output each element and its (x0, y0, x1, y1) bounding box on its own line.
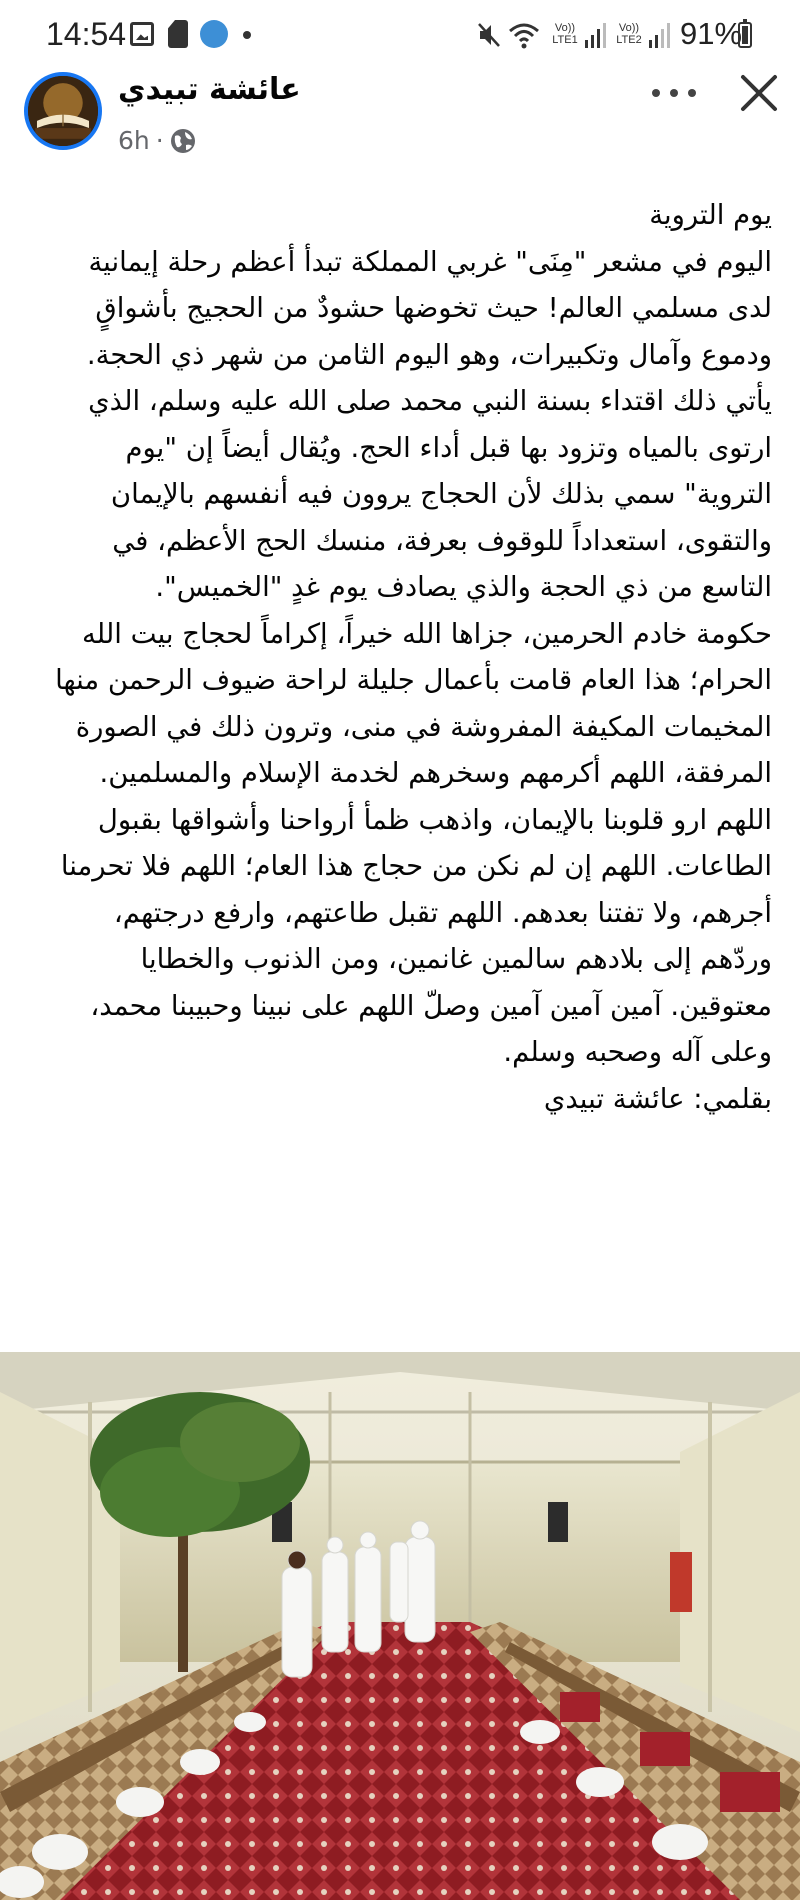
wifi-icon (508, 20, 540, 50)
post-text-line: حكومة خادم الحرمين، جزاها الله خيراً، إكراماً لحجاج بيت الله (81, 617, 772, 650)
sim-icon (168, 20, 188, 48)
post-text-line: ودموع وآمال وتكبيرات، وهو اليوم الثامن من شهر ذي الحجة. (86, 338, 772, 371)
post-meta (118, 126, 196, 155)
post-text-line: المرفقة، اللهم أكرمهم وسخرهم لخدمة الإسلام والمسلمين. (99, 757, 772, 789)
lte2-indicator: Vo)) LTE2 (616, 22, 642, 46)
meta-separator: · (155, 126, 164, 155)
lte1-indicator: Vo)) LTE1 (552, 22, 578, 46)
status-bar (0, 0, 800, 70)
battery-icon (738, 22, 752, 48)
post-text-line: وردّهم إلى بلادهم سالمين غانمين، ومن الذنوب والخطايا (140, 943, 772, 975)
post-text-line: لدى مسلمي العالم! حيث تخوضها حشودٌ من الحجيج بأشواقٍ (95, 292, 772, 324)
post-text-line: المخيمات المكيفة المفروشة في منى، وترون ذلك في الصورة (75, 710, 772, 743)
mute-icon (478, 22, 500, 48)
post-text-line: التروية" سمي بذلك لأن الحجاج يروون فيه أنفسهم بالإيمان (110, 478, 772, 510)
post-text-line: وعلى آله وصحبه وسلم. (503, 1036, 772, 1068)
signal-icon (584, 22, 606, 48)
post-text-line: يوم التروية (649, 199, 772, 231)
more-icon[interactable] (652, 78, 696, 108)
more-notifications-dot (243, 31, 251, 39)
post-text-line: يأتي ذلك اقتداء بسنة النبي محمد صلى الله عليه وسلم، الذي (88, 385, 772, 417)
post-text-line: الطاعات. اللهم إن لم نكن من حجاج هذا العام؛ اللهم فلا تحرمنا (60, 850, 772, 882)
post-time[interactable]: 6h (118, 126, 150, 155)
post-text-line: معتوقين. آمين آمين آمين وصلّ اللهم على نبينا وحبيبنا محمد، (90, 989, 772, 1022)
post-text-line: أجرهم، ولا تفتنا بعدهم. اللهم تقبل طاعتهم، وارفع درجتهم، (113, 896, 772, 929)
post-text-line: بقلمي: عائشة تبيدي (543, 1082, 772, 1115)
post-text-line: ارتوى بالمياه وتزود بها قبل أداء الحج. ويُقال أيضاً إن "يوم (125, 431, 772, 464)
gallery-icon (130, 22, 154, 46)
post-text-line: اللهم ارو قلوبنا بالإيمان، واذهب ظمأ أرواحنا وأشواقها بقبول (97, 803, 772, 836)
post-author-name[interactable]: عائشة تبيدي (118, 72, 301, 107)
globe-icon[interactable] (170, 128, 196, 154)
post-text-line: اليوم في مشعر "مِنَى" غربي المملكة تبدأ أعظم رحلة إيمانية (88, 245, 772, 278)
avatar[interactable] (24, 72, 102, 150)
app-notification-icon (200, 20, 228, 48)
post-text (28, 192, 772, 1122)
post-text-line: التاسع من ذي الحجة والذي يصادف يوم غدٍ "الخميس". (155, 571, 772, 603)
signal-icon (648, 22, 670, 48)
post-text-line: الحرام؛ هذا العام قامت بأعمال جليلة لراحة ضيوف الرحمن منها (55, 664, 772, 696)
post-photo[interactable] (0, 1352, 800, 1900)
post-text-line: والتقوى، استعداداً للوقوف بعرفة، منسك الحج الأعظم، في (112, 524, 772, 557)
status-time: 14:54 (46, 16, 127, 52)
battery-percent: 91% (680, 16, 743, 51)
close-icon[interactable] (738, 72, 780, 114)
